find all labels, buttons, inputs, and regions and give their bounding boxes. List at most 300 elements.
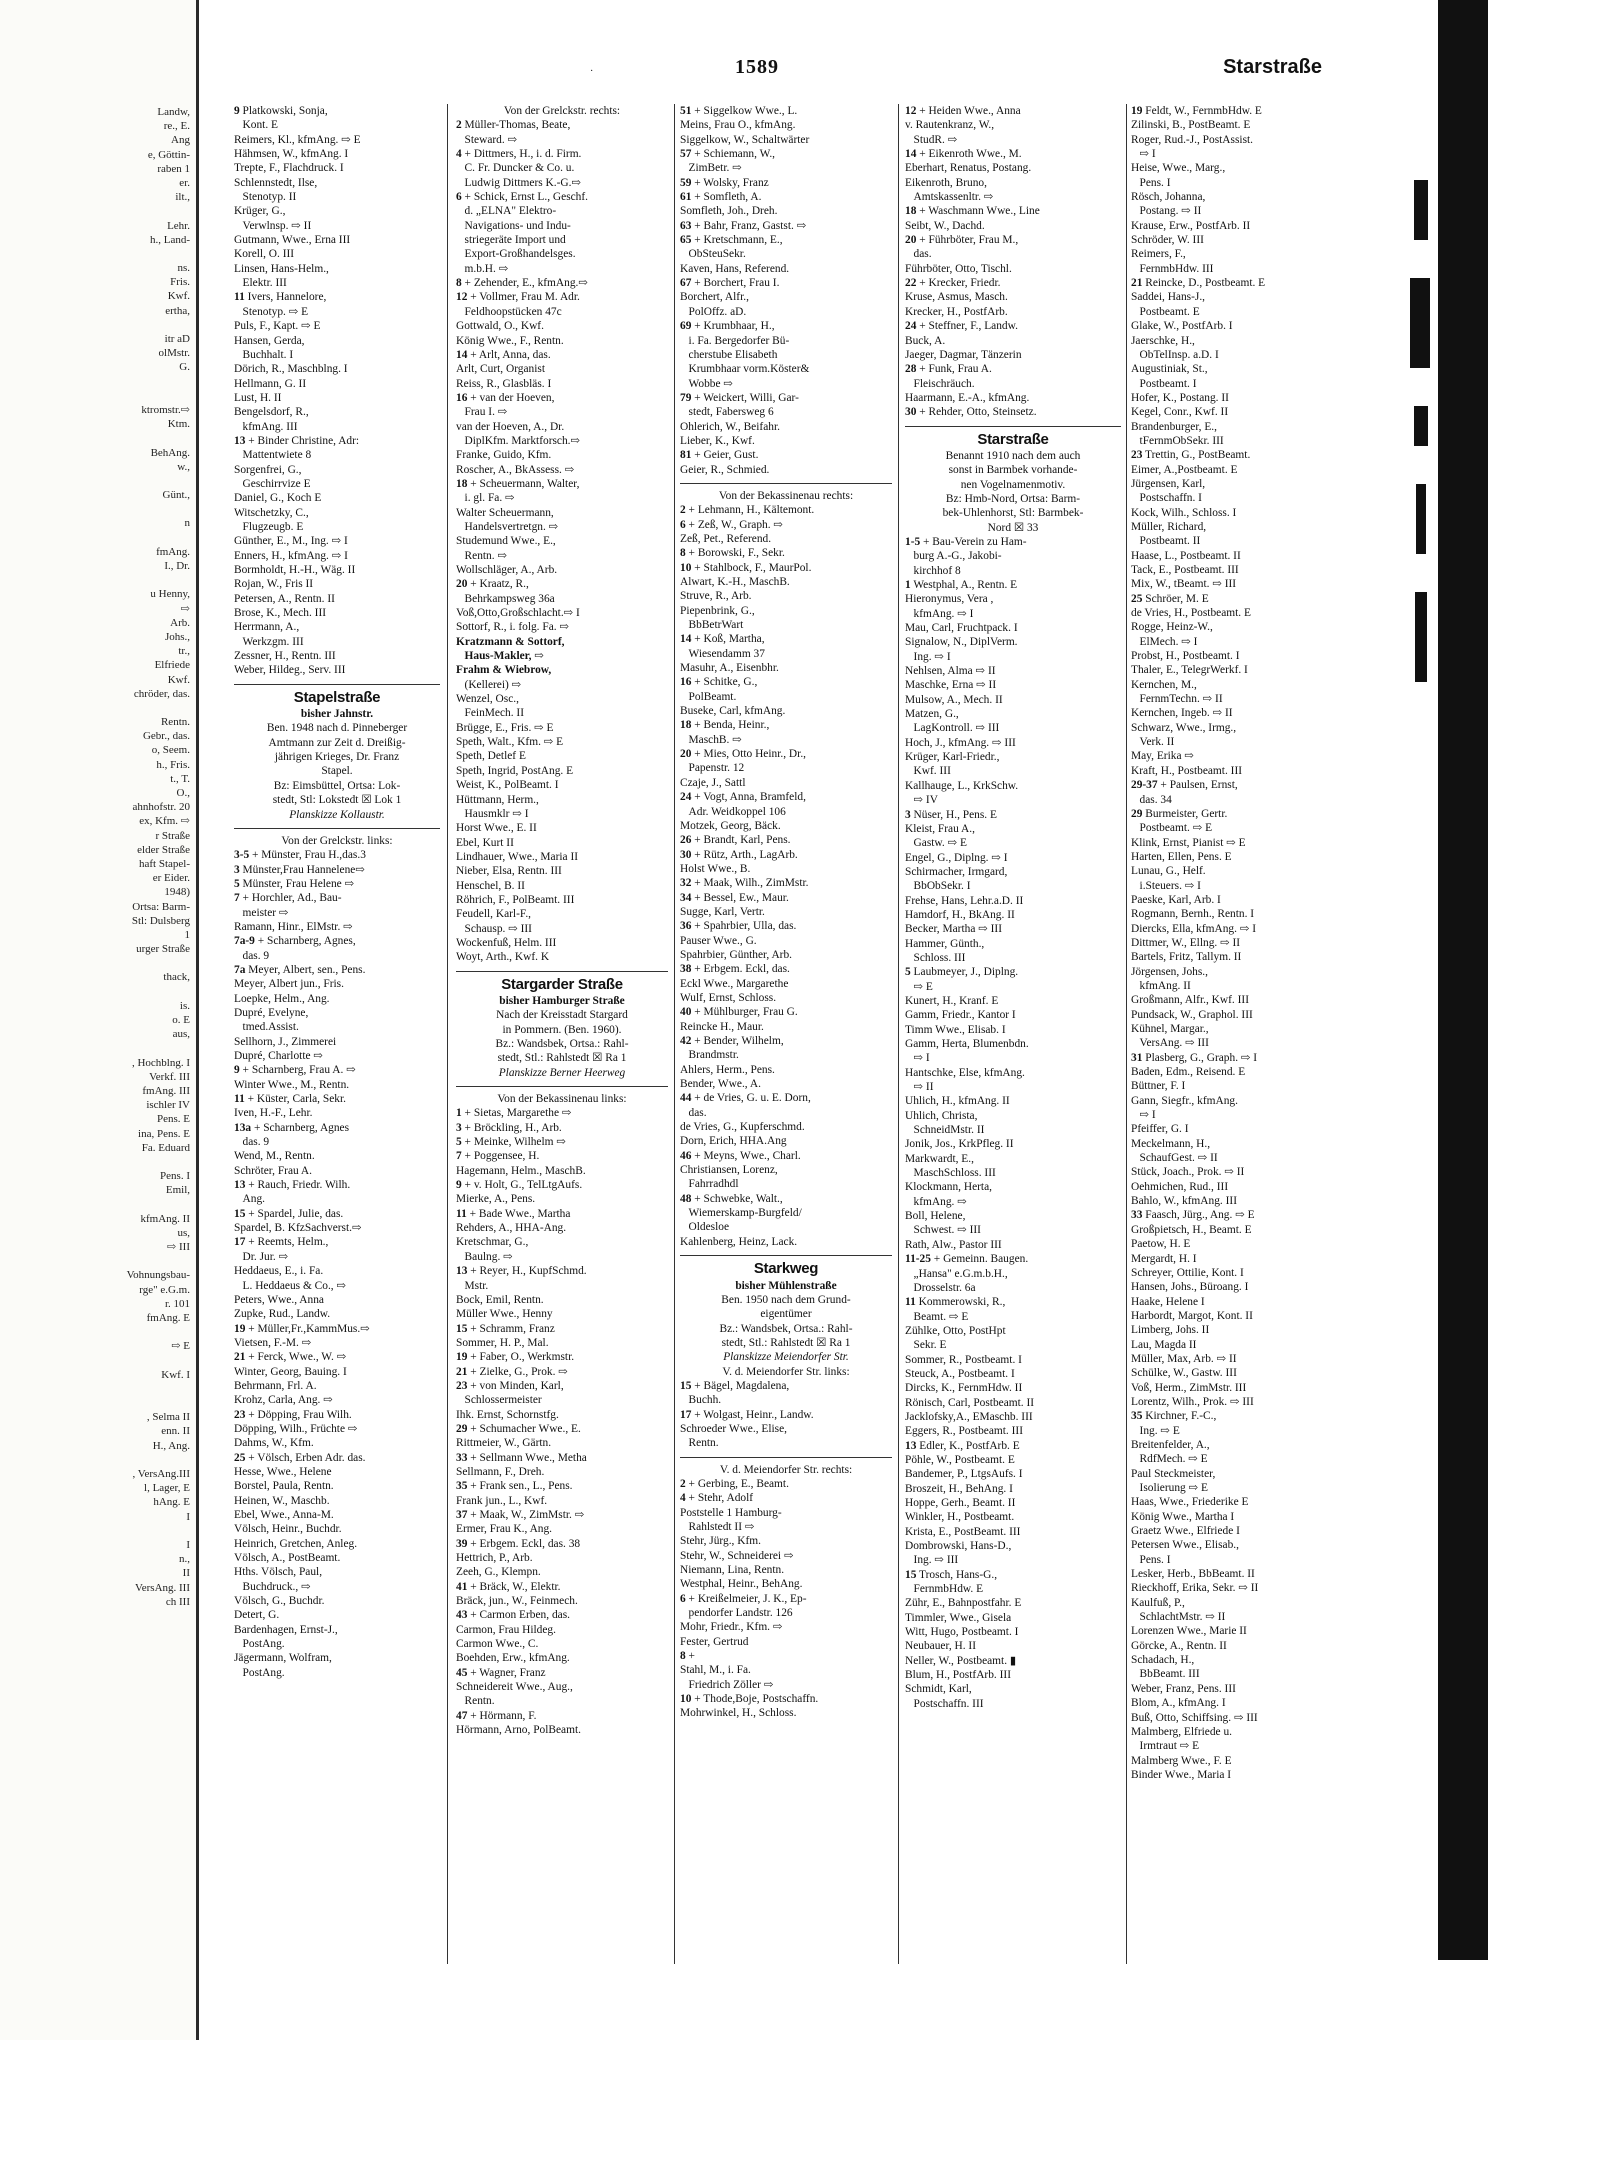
directory-entry: Schwest. ⇨ III — [905, 1224, 981, 1237]
previous-page-fragment: Emil, — [165, 1184, 190, 1197]
book-spine-shadow — [1438, 0, 1488, 1960]
directory-entry: MaschSchloss. III — [905, 1167, 996, 1180]
directory-entry: 4 + Stehr, Adolf — [680, 1492, 754, 1505]
directory-entry: ObTelInsp. a.D. I — [1131, 348, 1219, 361]
directory-entry: Krista, E., PostBeamt. III — [905, 1525, 1021, 1538]
directory-entry: Ebel, Wwe., Anna-M. — [234, 1509, 334, 1521]
street-note: stedt, Stl.: Rahlstedt ☒ Ra 1 — [497, 1052, 627, 1065]
previous-page-fragment: h., Land- — [149, 233, 190, 246]
directory-entry: Becker, Martha ⇨ III — [905, 923, 1003, 936]
directory-entry: das. 9 — [234, 949, 270, 962]
directory-entry: 3 Münster,Frau Hannelene⇨ — [234, 863, 365, 876]
directory-entry: FernmTechn. ⇨ II — [1131, 693, 1223, 706]
previous-page-fragment: O., — [176, 787, 190, 799]
directory-entry: Hoppe, Gerh., Beamt. II — [905, 1497, 1016, 1509]
directory-entry: 38 + Erbgem. Eckl, das. — [680, 963, 790, 976]
directory-entry: Pundsack, W., Graphol. III — [1131, 1008, 1253, 1021]
directory-entry: Augustiniak, St., — [1131, 363, 1208, 376]
previous-page-fragment: I., Dr. — [164, 560, 190, 572]
previous-page-fragment: r. 101 — [164, 1297, 190, 1310]
previous-page-fragment — [2, 1041, 196, 1055]
directory-entry: PostAng. — [234, 1638, 285, 1651]
directory-entry: Frahm & Wiebrow, — [456, 664, 552, 677]
previous-page-fragment: e, Göttin- — [147, 148, 190, 161]
directory-entry: Rogmann, Bernh., Rentn. I — [1131, 908, 1255, 921]
directory-entry: Geschirrvize E — [234, 477, 311, 490]
previous-page-fragment: Kwf. — [167, 673, 190, 686]
street-note: Nach der Kreisstadt Stargard — [496, 1009, 628, 1022]
directory-entry: 3 + Bröckling, H., Arb. — [456, 1121, 562, 1134]
directory-entry: König Wwe., F., Rentn. — [456, 334, 564, 347]
previous-page-fragment: Verkf. III — [149, 1070, 190, 1083]
directory-entry: Buck, A. — [905, 334, 946, 347]
directory-entry: Brose, K., Mech. III — [234, 607, 327, 620]
directory-entry: Ludwig Dittmers K.-G.⇨ — [456, 176, 582, 189]
previous-page-fragment: fmAng. — [156, 545, 190, 558]
directory-entry: Heinrich, Gretchen, Anleg. — [234, 1537, 358, 1550]
directory-entry: Somfleth, Joh., Dreh. — [680, 205, 778, 218]
directory-entry: Sellmann, F., Dreh. — [456, 1465, 545, 1478]
previous-page-fragment: BehAng. — [150, 446, 190, 459]
street-note: V. d. Meiendorfer Str. rechts: — [719, 1463, 853, 1476]
previous-page-fragment: Johs., — [164, 630, 190, 643]
directory-entry: Neubauer, H. II — [905, 1640, 977, 1653]
directory-entry: Alwart, K.-H., MaschB. — [680, 576, 790, 588]
previous-page-fragment: n., — [179, 1553, 190, 1566]
directory-entry: 8 + — [680, 1650, 695, 1663]
previous-page-fragment: 1948) — [164, 886, 190, 899]
previous-page-fragment: olMstr. — [158, 347, 190, 360]
previous-page-fragment: r Straße — [155, 829, 190, 842]
directory-entry: Müller, Richard, — [1131, 520, 1207, 533]
directory-entry: Reiss, R., Glasbläs. I — [456, 377, 552, 390]
directory-entry: Linsen, Hans-Helm., — [234, 262, 329, 275]
directory-entry: Czaje, J., Sattl — [680, 776, 746, 789]
directory-entry: Graetz Wwe., Elfriede I — [1131, 1525, 1240, 1538]
directory-entry: 10 + Thode,Boje, Postschaffn. — [680, 1693, 819, 1706]
directory-entry: 43 + Carmon Erben, das. — [456, 1609, 570, 1622]
directory-entry: Stehr, Jürg., Kfm. — [680, 1535, 761, 1548]
directory-entry: Weist, K., PolBeamt. I — [456, 779, 559, 792]
directory-entry: Görcke, A., Rentn. II — [1131, 1639, 1227, 1652]
previous-page-fragment — [2, 1382, 196, 1396]
plan-sketch-note: Planskizze Meiendorfer Str. — [723, 1351, 849, 1364]
directory-entry: Dittmer, W., Ellng. ⇨ II — [1131, 936, 1241, 949]
directory-entry: 79 + Weickert, Willi, Gar- — [680, 391, 799, 404]
directory-entry: BbBeamt. III — [1131, 1668, 1200, 1681]
directory-entry: Malmberg, Elfriede u. — [1131, 1725, 1233, 1738]
directory-entry: SchaufGest. ⇨ II — [1131, 1152, 1218, 1165]
directory-entry: Uhlich, Christa, — [905, 1109, 978, 1122]
directory-entry: Mix, W., tBeamt. ⇨ III — [1131, 578, 1237, 591]
street-note: eigentümer — [760, 1308, 812, 1321]
previous-page-fragment: , Hochblng. I — [131, 1056, 190, 1069]
directory-entry: Wobbe ⇨ — [680, 377, 733, 390]
directory-entry: Buseke, Carl, kfmAng. — [680, 705, 786, 718]
directory-entry: Schülke, W., Gastw. III — [1131, 1367, 1237, 1380]
previous-page-fragment: 1 — [184, 928, 190, 941]
directory-entry: 19 + Faber, O., Werkmstr. — [456, 1351, 575, 1364]
directory-entry: LagKontroll. ⇨ III — [905, 722, 1000, 735]
directory-entry: ElMech. ⇨ I — [1131, 635, 1198, 648]
scan-edge-marks — [1390, 180, 1436, 780]
directory-entry: Sugge, Karl, Vertr. — [680, 905, 765, 918]
directory-entry: Markwardt, E., — [905, 1152, 974, 1165]
previous-page-fragment: fmAng. E — [146, 1311, 190, 1324]
directory-entry: Jürgensen, Karl, — [1131, 477, 1206, 490]
directory-entry: Wiemerskamp-Burgfeld/ — [680, 1207, 802, 1220]
directory-entry: Gamm, Friedr., Kantor I — [905, 1009, 1016, 1022]
previous-page-fragment: ch III — [165, 1595, 190, 1608]
directory-entry: Fahrradhdl — [680, 1178, 739, 1191]
directory-entry: Haas, Wwe., Friederike E — [1131, 1496, 1249, 1509]
directory-entry: Diercks, Ella, kfmAng. ⇨ I — [1131, 922, 1257, 935]
directory-entry: Daniel, G., Koch E — [234, 492, 322, 505]
header-dot: · — [590, 66, 594, 77]
directory-entry: 44 + de Vries, G. u. E. Dorn, — [680, 1092, 811, 1105]
directory-entry: ⇨ II — [905, 1081, 934, 1094]
directory-entry: Kühnel, Margar., — [1131, 1023, 1209, 1035]
directory-entry: Boehden, Erw., kfmAng. — [456, 1652, 570, 1665]
directory-entry: Meyer, Albert jun., Fris. — [234, 978, 344, 991]
previous-page-fragment: ertha, — [165, 304, 190, 317]
directory-entry: 47 + Hörmann, F. — [456, 1709, 537, 1722]
directory-entry: Verk. II — [1131, 736, 1175, 749]
directory-entry: Export-Großhandelsges. — [456, 248, 576, 261]
directory-entry: Blum, H., PostfArb. III — [905, 1669, 1011, 1682]
directory-entry: 23 Trettin, G., PostBeamt. — [1131, 449, 1251, 462]
column-divider — [447, 104, 448, 1964]
directory-entry: Breitenfelder, A., — [1131, 1438, 1210, 1451]
street-note: jährigen Krieges, Dr. Franz — [274, 751, 400, 764]
directory-entry: Dombrowski, Hans-D., — [905, 1540, 1012, 1553]
directory-entry: Döpping, Wilh., Früchte ⇨ — [234, 1422, 358, 1435]
directory-entry: Jägermann, Wolfram, — [234, 1652, 332, 1665]
directory-entry: Sorgenfrei, G., — [234, 463, 302, 476]
directory-entry: pendorfer Landstr. 126 — [680, 1607, 793, 1620]
directory-entry: Zeß, Pet., Referend. — [680, 532, 772, 545]
directory-entry: Dupré, Charlotte ⇨ — [234, 1050, 323, 1062]
directory-entry: Hths. Völsch, Paul, — [234, 1566, 323, 1579]
section-rule — [680, 483, 892, 484]
directory-entry: Pöhle, W., Postbeamt. E — [905, 1453, 1015, 1466]
directory-entry: Krüger, G., — [234, 205, 286, 218]
street-note: Bz.: Wandsbek, Ortsa.: Rahl- — [495, 1038, 629, 1050]
previous-page-fragment: Gebr., das. — [142, 730, 190, 743]
directory-entry: Krüger, Karl-Friedr., — [905, 751, 1000, 764]
directory-entry: Bengelsdorf, R., — [234, 406, 309, 419]
directory-entry: Wend, M., Rentn. — [234, 1150, 315, 1163]
directory-entry: Adr. Weidkoppel 106 — [680, 805, 786, 818]
directory-entry: Saddei, Hans-J., — [1131, 291, 1206, 304]
directory-entry: 67 + Borchert, Frau I. — [680, 277, 780, 290]
directory-entry: Bardenhagen, Ernst-J., — [234, 1623, 338, 1636]
directory-entry: Borstel, Paula, Rentn. — [234, 1480, 334, 1493]
street-heading: Stargarder Straße — [501, 975, 623, 993]
directory-entry: Frehse, Hans, Lehr.a.D. II — [905, 894, 1024, 907]
directory-entry: Rieckhoff, Erika, Sekr. ⇨ II — [1131, 1582, 1259, 1595]
directory-entry: kfmAng. II — [1131, 979, 1191, 992]
directory-entry: 12 + Heiden Wwe., Anna — [905, 105, 1021, 117]
directory-entry: Weber, Hildeg., Serv. III — [234, 664, 346, 677]
directory-entry: Brandenburger, E., — [1131, 420, 1218, 433]
directory-entry: Piepenbrink, G., — [680, 604, 755, 617]
directory-entry: 33 + Sellmann Wwe., Metha — [456, 1451, 587, 1464]
directory-entry: Behrkampsweg 36a — [456, 592, 555, 605]
directory-entry: Klockmann, Herta, — [905, 1181, 992, 1194]
directory-entry: 25 Schröer, M. E — [1131, 592, 1209, 605]
directory-entry: Bender, Wwe., A. — [680, 1078, 761, 1091]
directory-entry: i.Steuers. ⇨ I — [1131, 879, 1201, 892]
directory-entry: 20 + Kraatz, R., — [456, 578, 529, 591]
directory-entry: 48 + Schwebke, Walt., — [680, 1192, 783, 1205]
previous-page-fragment: Fa. Eduard — [141, 1141, 190, 1154]
directory-entry: Stahl, M., i. Fa. — [680, 1664, 751, 1677]
directory-entry: stedt, Fabersweg 6 — [680, 406, 774, 419]
directory-entry: Winkler, H., Postbeamt. — [905, 1511, 1015, 1524]
section-rule — [680, 1457, 892, 1458]
directory-entry: Sellhorn, J., Zimmerei — [234, 1035, 337, 1048]
directory-entry: Engel, G., Diplng. ⇨ I — [905, 851, 1008, 864]
directory-entry: 13 + Rauch, Friedr. Wilh. — [234, 1179, 351, 1192]
directory-entry: 17 + Reemts, Helm., — [234, 1236, 329, 1249]
directory-entry: Hähmsen, W., kfmAng. I — [234, 148, 349, 161]
plan-sketch-note: Planskizze Kollaustr. — [289, 808, 385, 821]
previous-page-fragment — [2, 375, 196, 389]
previous-page-fragment: u Henny, — [150, 588, 190, 601]
directory-entry: Kegel, Conr., Kwf. II — [1131, 406, 1229, 419]
directory-entry: May, Erika ⇨ — [1131, 750, 1194, 763]
directory-entry: Witschetzky, C., — [234, 506, 309, 519]
directory-entry: Herrmann, A., — [234, 621, 300, 634]
directory-entry: Elektr. III — [234, 277, 287, 290]
street-note: stedt, Stl: Lokstedt ☒ Lok 1 — [272, 794, 402, 807]
directory-entry: FeinMech. II — [456, 707, 525, 720]
directory-entry: das. — [905, 248, 932, 261]
directory-entry: Eberhart, Renatus, Postang. — [905, 162, 1032, 175]
directory-entry: Postschaffn. I — [1131, 492, 1202, 505]
directory-entry: Rojan, W., Fris II — [234, 578, 314, 591]
directory-entry: Müller Wwe., Henny — [456, 1308, 553, 1321]
directory-entry: 40 + Mühlburger, Frau G. — [680, 1006, 798, 1019]
directory-entry: Vietsen, F.-M. ⇨ — [234, 1336, 312, 1349]
directory-entry: Postbeamt. II — [1131, 535, 1201, 548]
directory-entry: Maschke, Erna ⇨ II — [905, 679, 997, 692]
directory-entry: Westphal, Heinr., BehAng. — [680, 1578, 803, 1591]
directory-entry: DiplKfm. Marktforsch.⇨ — [456, 434, 581, 447]
directory-entry: Rösch, Johanna, — [1131, 191, 1206, 204]
directory-entry: Carmon Wwe., C. — [456, 1638, 539, 1651]
previous-page-fragment — [2, 956, 196, 970]
directory-entry: 3-5 + Münster, Frau H.,das.3 — [234, 849, 366, 862]
directory-entry: Ebel, Kurt II — [456, 836, 514, 849]
running-head-street: Starstraße — [1223, 56, 1322, 78]
previous-page-fragment — [2, 1354, 196, 1368]
directory-entry: Wenzel, Osc., — [456, 693, 519, 706]
previous-page-fragment: Lehr. — [167, 219, 190, 232]
directory-entry: Feudell, Karl-F., — [456, 908, 532, 921]
street-note: Von der Bekassinenau rechts: — [718, 489, 854, 502]
street-note: Stapel. — [321, 765, 353, 778]
directory-entry: Krohz, Carla, Ang. ⇨ — [234, 1394, 333, 1407]
directory-entry: 14 + Eikenroth Wwe., M. — [905, 148, 1022, 161]
directory-entry: Ing. ⇨ III — [905, 1554, 959, 1567]
previous-page-fragment — [2, 1197, 196, 1211]
directory-entry: Jaerschke, H., — [1131, 334, 1195, 347]
previous-page-fragment: re., E. — [163, 120, 190, 133]
directory-entry: 23 + Döpping, Frau Wilh. — [234, 1408, 352, 1421]
directory-entry: Postbeamt. ⇨ E — [1131, 822, 1213, 835]
directory-entry: Ahlers, Herm., Pens. — [680, 1063, 775, 1076]
directory-entry: Bandemer, P., LtgsAufs. I — [905, 1468, 1023, 1481]
directory-entry: Baulng. ⇨ — [456, 1250, 513, 1263]
previous-page-fragment: er Eider. — [152, 872, 190, 885]
directory-entry: Oehmichen, Rud., III — [1131, 1180, 1229, 1193]
directory-entry: Studemund Wwe., E., — [456, 535, 556, 548]
directory-entry: 11 Kommerowski, R., — [905, 1296, 1006, 1309]
previous-page-fragment: ktromstr.⇨ — [141, 403, 190, 416]
previous-page-fragment — [2, 1325, 196, 1339]
street-note: V. d. Meiendorfer Str. links: — [722, 1365, 850, 1378]
directory-entry: 1 + Sietas, Margarethe ⇨ — [456, 1107, 572, 1120]
directory-entry: 15 Trosch, Hans-G., — [905, 1568, 998, 1581]
column-3 — [680, 104, 892, 1964]
street-heading: Starkweg — [753, 1260, 819, 1278]
directory-entry: Holst Wwe., B. — [680, 862, 751, 875]
previous-page-fragment: us, — [177, 1226, 190, 1239]
previous-page-fragment: Ang — [171, 134, 190, 147]
directory-entry: Jonik, Jos., KrkPfleg. II — [905, 1138, 1014, 1151]
previous-page-fragment: er. — [179, 176, 190, 189]
directory-entry: m.b.H. ⇨ — [456, 262, 509, 275]
directory-entry: Arlt, Curt, Organist — [456, 363, 546, 376]
directory-entry: 31 Plasberg, G., Graph. ⇨ I — [1131, 1051, 1258, 1064]
directory-entry: 21 + Zielke, G., Prok. ⇨ — [456, 1365, 568, 1378]
directory-entry: Horst Wwe., E. II — [456, 822, 537, 835]
street-note: bek-Uhlenhorst, Stl: Barmbek- — [942, 507, 1084, 520]
previous-page-fragment: o, Seem. — [151, 744, 190, 757]
directory-entry: Zupke, Rud., Landw. — [234, 1308, 331, 1321]
street-note: Ben. 1950 nach dem Grund- — [721, 1293, 851, 1306]
directory-entry: Kruse, Asmus, Masch. — [905, 291, 1008, 304]
directory-entry: Niemann, Lina, Rentn. — [680, 1564, 785, 1577]
directory-entry: Hausmklr ⇨ I — [456, 807, 529, 820]
previous-page-fragment: Vohnungsbau- — [126, 1269, 190, 1282]
directory-entry: Blom, A., kfmAng. I — [1131, 1697, 1226, 1710]
directory-entry: Eckl Wwe., Margarethe — [680, 977, 789, 990]
directory-entry: Motzek, Georg, Bäck. — [680, 819, 781, 832]
directory-entry: Jacklofsky,A., EMaschb. III — [905, 1410, 1033, 1423]
directory-entry: Kernchen, Ingeb. ⇨ II — [1131, 707, 1233, 720]
directory-entry: Hoch, J., kfmAng. ⇨ III — [905, 736, 1016, 749]
previous-page-fragment: G. — [179, 361, 190, 374]
directory-entry: Schwarz, Wwe., Irmg., — [1131, 721, 1237, 734]
directory-entry: Mattentwiete 8 — [234, 449, 312, 462]
directory-entry: Müller, Max, Arb. ⇨ II — [1131, 1352, 1237, 1365]
previous-page-fragment — [2, 389, 196, 403]
directory-entry: Günther, E., M., Ing. ⇨ I — [234, 535, 348, 548]
directory-entry: Stehr, W., Schneiderei ⇨ — [680, 1549, 794, 1562]
previous-page-fragment: Arb. — [170, 616, 190, 629]
directory-entry: Schröter, Frau A. — [234, 1164, 312, 1177]
directory-entry: FernmbHdw. III — [1131, 262, 1214, 275]
directory-entry: Haus-Makler, ⇨ — [464, 650, 544, 663]
column-5 — [1131, 104, 1341, 1964]
directory-entry: Hellmann, G. II — [234, 377, 307, 390]
directory-entry: Jaeger, Dagmar, Tänzerin — [905, 348, 1022, 361]
directory-entry: Stück, Joach., Prok. ⇨ II — [1131, 1166, 1245, 1179]
street-former-name: bisher Jahnstr. — [300, 708, 374, 721]
directory-entry: Rath, Alw., Pastor III — [905, 1238, 1002, 1251]
previous-page-fragment — [2, 474, 196, 488]
directory-entry: Postbeamt. I — [1131, 377, 1197, 390]
directory-entry: Buchh. — [680, 1394, 722, 1407]
directory-entry: Haase, L., Postbeamt. II — [1131, 549, 1241, 562]
previous-page-fragment: hAng. E — [153, 1496, 190, 1509]
directory-entry: 2 + Lehmann, H., Kältemont. — [680, 504, 815, 517]
directory-entry: 22 + Krecker, Friedr. — [905, 277, 1001, 290]
directory-entry: 4 + Dittmers, H., i. d. Firm. — [456, 148, 582, 161]
directory-entry: Ohlerich, W., Beifahr. — [680, 420, 780, 433]
directory-entry: Winter Wwe., M., Rentn. — [234, 1078, 350, 1091]
directory-entry: 6 + Schick, Ernst L., Geschf. — [456, 191, 589, 204]
previous-page-fragment: aus, — [172, 1028, 190, 1041]
directory-entry: Rentn. — [456, 1695, 495, 1708]
directory-entry: Neller, W., Postbeamt. ▮ — [905, 1654, 1017, 1667]
directory-entry: 5 Münster, Frau Helene ⇨ — [234, 877, 355, 890]
previous-page-fragment: ⇨ — [180, 602, 190, 615]
directory-entry: (Kellerei) ⇨ — [456, 678, 522, 691]
previous-page-fragment — [2, 1396, 196, 1410]
directory-entry: Hansen, Johs., Büroang. I — [1131, 1281, 1249, 1294]
directory-entry: Schroeder Wwe., Elise, — [680, 1422, 788, 1435]
directory-entry: Kratzmann & Sottorf, — [456, 635, 565, 648]
directory-entry: ObSteuSekr. — [680, 248, 746, 261]
directory-entry: Rittmeier, W., Gärtn. — [456, 1437, 552, 1450]
directory-entry: Wulf, Ernst, Schloss. — [680, 991, 777, 1004]
directory-entry: 25 + Völsch, Erben Adr. das. — [234, 1451, 366, 1464]
directory-entry: kfmAng. III — [234, 420, 298, 433]
directory-entry: Reimers, Kl., kfmAng. ⇨ E — [234, 133, 361, 146]
directory-entry: Schlossermeister — [456, 1394, 542, 1407]
directory-entry: MaschB. ⇨ — [680, 733, 742, 746]
previous-page-fragment — [2, 1155, 196, 1169]
directory-entry: L. Heddaeus & Co., ⇨ — [234, 1279, 347, 1292]
previous-page-text — [0, 0, 196, 1609]
street-note: stedt, Stl.: Rahlstedt ☒ Ra 1 — [721, 1336, 851, 1349]
directory-entry: 65 + Kretschmann, E., — [680, 234, 783, 247]
directory-entry: Steward. ⇨ — [456, 133, 518, 146]
directory-entry: Wockenfuß, Helm. III — [456, 936, 557, 949]
street-note: Nord ☒ 33 — [987, 521, 1039, 534]
previous-page-fragment: l, Lager, E — [144, 1482, 190, 1495]
directory-entry: Heise, Wwe., Marg., — [1131, 162, 1226, 175]
directory-entry: Lau, Magda II — [1131, 1338, 1197, 1351]
previous-page-edge — [0, 0, 199, 2040]
directory-entry: Bartels, Fritz, Tallym. II — [1131, 951, 1242, 964]
directory-entry: Spahrbier, Günther, Arb. — [680, 948, 793, 961]
directory-entry: Paeske, Karl, Arb. I — [1131, 893, 1221, 906]
directory-entry: 36 + Spahrbier, Ulla, das. — [680, 920, 797, 933]
previous-page-fragment: elder Straße — [137, 843, 190, 856]
column-2 — [456, 104, 668, 1964]
directory-entry: Petersen, A., Rentn. II — [234, 592, 335, 605]
previous-page-fragment: urger Straße — [136, 943, 190, 956]
street-note: nen Vogelnamenmotiv. — [960, 478, 1066, 491]
directory-entry: Drosselstr. 6a — [905, 1281, 976, 1294]
directory-entry: 13 + Binder Christine, Adr: — [234, 434, 360, 447]
directory-entry: Schloss. III — [905, 951, 966, 964]
